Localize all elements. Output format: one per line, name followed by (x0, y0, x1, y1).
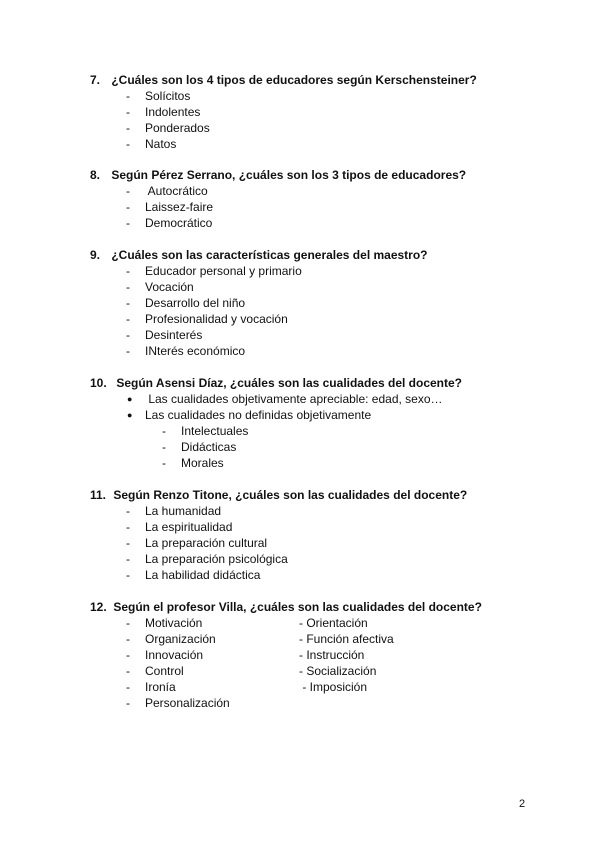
question-10 (90, 375, 570, 471)
question-text: ¿Cuáles son las características generales del maestro? (111, 248, 428, 262)
list-item: - La humanidad (126, 504, 222, 518)
answer-list (90, 615, 570, 711)
list-item: - Democrático (126, 216, 213, 230)
list-item: - Desarrollo del niño (126, 296, 246, 310)
list-item: - Profesionalidad y vocación (126, 312, 288, 326)
answer-list (90, 503, 570, 583)
question-number: 8. (90, 168, 101, 182)
question-10-title (90, 375, 570, 391)
list-item: - Natos (126, 137, 177, 151)
answer-list (90, 88, 570, 152)
right-column-item: - Instrucción (299, 648, 365, 662)
right-column-item: - Imposición (299, 680, 368, 694)
list-item: - Indolentes (126, 105, 201, 119)
list-item: - Motivación - Orientación (126, 616, 368, 630)
question-11-title (90, 487, 570, 503)
bullet-item: ● Las cualidades objetivamente apreciable: edad, sexo… (127, 392, 443, 406)
list-item: - La preparación cultural (126, 536, 268, 550)
list-item: - Personalización (126, 696, 230, 710)
sub-list-item: - Intelectuales (162, 424, 249, 438)
question-number: 10. (90, 376, 107, 390)
list-item: - Desinterés (126, 328, 203, 342)
right-column-item: - Función afectiva (299, 632, 394, 646)
question-7-title (90, 72, 570, 88)
question-number: 11. (90, 488, 107, 502)
question-8-title (90, 167, 570, 183)
question-7 (90, 72, 570, 152)
right-column-item: - Orientación (299, 616, 368, 630)
page-number: 2 (519, 798, 526, 810)
list-item: - La habilidad didáctica (126, 568, 261, 582)
question-8 (90, 167, 570, 231)
list-item: - Ironía - Imposición (126, 680, 368, 694)
question-number: 7. (90, 73, 101, 87)
bullet-icon: ● (127, 394, 133, 404)
question-9-title (90, 247, 570, 263)
list-item: - Innovación - Instrucción (126, 648, 365, 662)
list-item: - Ponderados (126, 121, 210, 135)
sub-list-item: - Morales (162, 456, 224, 470)
question-text: ¿Cuáles son los 4 tipos de educadores según Kerschensteiner? (111, 73, 477, 87)
list-item: - La espiritualidad (126, 520, 233, 534)
list-item: - Laissez-faire (126, 200, 214, 214)
question-9 (90, 247, 570, 359)
question-number: 12. (90, 600, 107, 614)
question-12-title (90, 599, 570, 615)
answer-list (90, 183, 570, 231)
list-item: - Organización - Función afectiva (126, 632, 394, 646)
list-item: - La preparación psicológica (126, 552, 288, 566)
question-text: Según Renzo Titone, ¿cuáles son las cualidades del docente? (113, 488, 468, 502)
list-item: - Vocación (126, 280, 194, 294)
sub-list-item: - Didácticas (162, 440, 237, 454)
list-item: - INterés económico (126, 344, 246, 358)
question-number: 9. (90, 248, 101, 262)
bullet-item: ● Las cualidades no definidas objetivamente (127, 408, 372, 422)
question-text: Según el profesor Villa, ¿cuáles son las cualidades del docente? (113, 600, 482, 614)
answer-list (90, 263, 570, 359)
list-item: - Control - Socialización (126, 664, 377, 678)
bullet-icon: ● (127, 410, 133, 420)
answer-list (90, 391, 570, 471)
question-text: Según Asensi Díaz, ¿cuáles son las cualidades del docente? (116, 376, 463, 390)
list-item: - Autocrático (126, 184, 208, 198)
question-11 (90, 487, 570, 583)
question-text: Según Pérez Serrano, ¿cuáles son los 3 tipos de educadores? (111, 168, 467, 182)
right-column-item: - Socialización (299, 664, 377, 678)
list-item: - Solícitos (126, 89, 191, 103)
question-12 (90, 599, 570, 711)
list-item: - Educador personal y primario (126, 264, 302, 278)
